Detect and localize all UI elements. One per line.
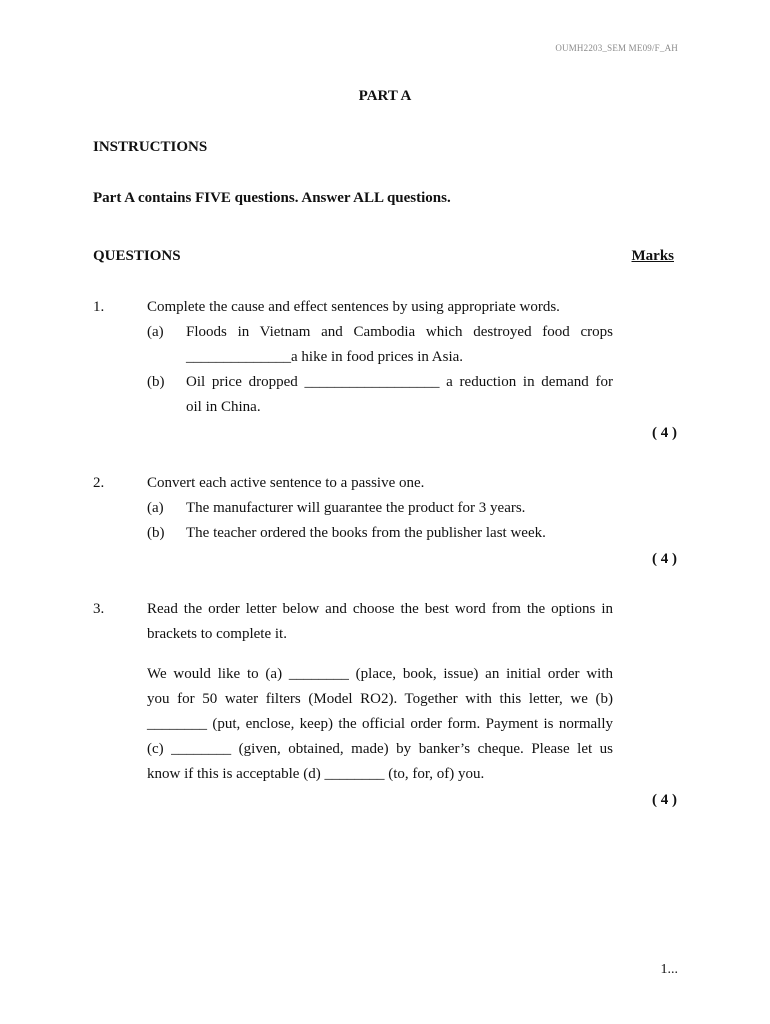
question-stem: Read the order letter below and choose the best word from the options in xyxy=(147,601,613,617)
sub-question-label: (a) xyxy=(147,500,164,516)
sub-question-text: The manufacturer will guarantee the product for 3 years. xyxy=(186,500,526,516)
questions-heading: QUESTIONS xyxy=(93,248,181,264)
sub-question-text: oil in China. xyxy=(186,399,261,415)
letter-line: We would like to (a) ________ (place, book, issue) an initial order with xyxy=(147,666,613,682)
instructions-heading: INSTRUCTIONS xyxy=(93,139,208,155)
letter-line: (c) ________ (given, obtained, made) by banker’s cheque. Please let us xyxy=(147,741,613,757)
letter-line: know if this is acceptable (d) ________ (to, for, of) you. xyxy=(147,766,485,782)
letter-line: ________ (put, enclose, keep) the official order form. Payment is normally xyxy=(147,716,613,732)
sub-question-label: (a) xyxy=(147,324,164,340)
letter-line: you for 50 water filters (Model RO2). Together with this letter, we (b) xyxy=(147,691,613,707)
question-marks: ( 4 ) xyxy=(652,551,677,567)
sub-question-label: (b) xyxy=(147,374,165,390)
question-marks: ( 4 ) xyxy=(652,792,677,808)
page-number: 1... xyxy=(660,962,678,977)
sub-question-text: Floods in Vietnam and Cambodia which destroyed food crops xyxy=(186,324,613,340)
question-number: 1. xyxy=(93,299,105,315)
document-code: OUMH2203_SEM ME09/F_AH xyxy=(555,43,678,53)
question-stem: Complete the cause and effect sentences by using appropriate words. xyxy=(147,299,560,315)
sub-question-text: Oil price dropped __________________ a reduction in demand for xyxy=(186,374,613,390)
part-title: PART A xyxy=(358,88,412,104)
question-stem: brackets to complete it. xyxy=(147,626,287,642)
question-number: 2. xyxy=(93,475,105,491)
question-marks: ( 4 ) xyxy=(652,425,677,441)
sub-question-label: (b) xyxy=(147,525,165,541)
instructions-text: Part A contains FIVE questions. Answer ALL questions. xyxy=(93,190,451,206)
question-stem: Convert each active sentence to a passive one. xyxy=(147,475,425,491)
sub-question-text: The teacher ordered the books from the publisher last week. xyxy=(186,525,546,541)
sub-question-text: ______________a hike in food prices in Asia. xyxy=(186,349,464,365)
question-number: 3. xyxy=(93,601,105,617)
marks-heading: Marks xyxy=(631,248,674,264)
